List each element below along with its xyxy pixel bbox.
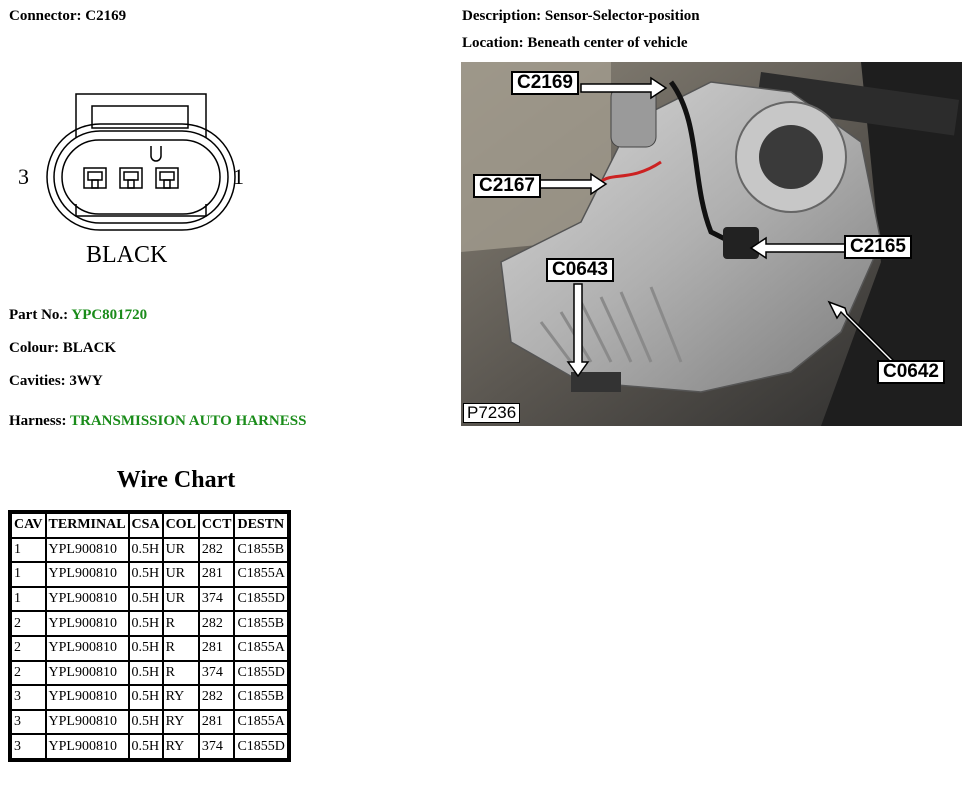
cell-csa: 0.5H	[130, 588, 162, 611]
location-label: Location:	[462, 35, 524, 51]
cell-terminal: YPL900810	[47, 588, 128, 611]
cell-cav: 3	[12, 711, 45, 734]
cell-terminal: YPL900810	[47, 686, 128, 709]
part-no-line	[9, 307, 147, 324]
cell-cct: 374	[200, 662, 234, 685]
cell-cct: 281	[200, 711, 234, 734]
cell-terminal: YPL900810	[47, 612, 128, 635]
table-header-row	[12, 514, 287, 537]
callout-c2165: C2165	[844, 235, 912, 259]
callout-c2167: C2167	[473, 174, 541, 198]
location-line	[462, 35, 688, 52]
cell-destn: C1855A	[235, 637, 286, 660]
table-row	[12, 662, 287, 685]
cell-col: R	[164, 662, 198, 685]
cell-col: RY	[164, 711, 198, 734]
col-csa: CSA	[130, 514, 162, 537]
pin-left-label: 3	[18, 164, 29, 189]
cell-cct: 281	[200, 563, 234, 586]
table-row	[12, 637, 287, 660]
cell-col: R	[164, 612, 198, 635]
col-cav: CAV	[12, 514, 45, 537]
col-terminal: TERMINAL	[47, 514, 128, 537]
cell-destn: C1855D	[235, 662, 286, 685]
location-value: Beneath center of vehicle	[527, 35, 688, 51]
table-row	[12, 539, 287, 562]
callout-c2169: C2169	[511, 71, 579, 95]
figure-id: P7236	[463, 403, 520, 423]
cell-col: UR	[164, 563, 198, 586]
cell-cav: 2	[12, 637, 45, 660]
table-row	[12, 686, 287, 709]
colour-label: Colour:	[9, 340, 59, 356]
callout-c0642: C0642	[877, 360, 945, 384]
cell-cct: 281	[200, 637, 234, 660]
cell-destn: C1855D	[235, 735, 286, 758]
cell-cav: 1	[12, 563, 45, 586]
part-no-value: YPC801720	[71, 307, 148, 323]
harness-line	[9, 413, 306, 430]
description-line	[462, 8, 700, 25]
cell-col: UR	[164, 588, 198, 611]
cell-cct: 282	[200, 612, 234, 635]
table-row	[12, 563, 287, 586]
cell-cav: 2	[12, 662, 45, 685]
cell-csa: 0.5H	[130, 612, 162, 635]
cell-terminal: YPL900810	[47, 735, 128, 758]
cavities-line	[9, 373, 103, 390]
wire-chart-title: Wire Chart	[116, 467, 236, 493]
cell-csa: 0.5H	[130, 662, 162, 685]
cell-col: UR	[164, 539, 198, 562]
cell-col: R	[164, 637, 198, 660]
description-label: Description:	[462, 8, 542, 24]
colour-value: BLACK	[62, 340, 117, 356]
harness-label: Harness:	[9, 413, 67, 429]
harness-value: TRANSMISSION AUTO HARNESS	[69, 413, 307, 429]
cell-csa: 0.5H	[130, 686, 162, 709]
cell-destn: C1855A	[235, 563, 286, 586]
wire-chart-table	[8, 510, 291, 762]
callout-c0643: C0643	[546, 258, 614, 282]
table-row	[12, 612, 287, 635]
cell-cav: 1	[12, 539, 45, 562]
cell-terminal: YPL900810	[47, 711, 128, 734]
cell-cct: 374	[200, 588, 234, 611]
cavities-value: 3WY	[69, 373, 103, 389]
cell-col: RY	[164, 735, 198, 758]
cell-destn: C1855D	[235, 588, 286, 611]
cell-csa: 0.5H	[130, 711, 162, 734]
drawing-colour-label: BLACK	[86, 242, 168, 268]
part-no-label: Part No.:	[9, 307, 69, 323]
cell-destn: C1855B	[235, 686, 286, 709]
description-value: Sensor-Selector-position	[544, 8, 700, 24]
connector-face-drawing	[14, 86, 254, 276]
cell-terminal: YPL900810	[47, 637, 128, 660]
cell-cct: 282	[200, 539, 234, 562]
cell-cav: 1	[12, 588, 45, 611]
location-photo	[461, 62, 962, 426]
cell-cav: 3	[12, 735, 45, 758]
cell-col: RY	[164, 686, 198, 709]
connector-value: C2169	[85, 8, 127, 24]
cell-csa: 0.5H	[130, 735, 162, 758]
cell-cav: 3	[12, 686, 45, 709]
cell-terminal: YPL900810	[47, 539, 128, 562]
connector-label: Connector:	[9, 8, 82, 24]
table-row	[12, 588, 287, 611]
col-col: COL	[164, 514, 198, 537]
cell-terminal: YPL900810	[47, 662, 128, 685]
col-destn: DESTN	[235, 514, 286, 537]
col-cct: CCT	[200, 514, 234, 537]
cell-csa: 0.5H	[130, 637, 162, 660]
cell-terminal: YPL900810	[47, 563, 128, 586]
colour-line	[9, 340, 116, 357]
cell-cct: 282	[200, 686, 234, 709]
table-row	[12, 735, 287, 758]
cell-csa: 0.5H	[130, 563, 162, 586]
cell-cct: 374	[200, 735, 234, 758]
pin-right-label: 1	[233, 164, 244, 189]
cell-cav: 2	[12, 612, 45, 635]
cell-destn: C1855B	[235, 612, 286, 635]
cell-destn: C1855B	[235, 539, 286, 562]
cell-csa: 0.5H	[130, 539, 162, 562]
table-row	[12, 711, 287, 734]
wire-chart-body	[12, 539, 287, 758]
cavities-label: Cavities:	[9, 373, 66, 389]
connector-line	[9, 8, 126, 25]
cell-destn: C1855A	[235, 711, 286, 734]
